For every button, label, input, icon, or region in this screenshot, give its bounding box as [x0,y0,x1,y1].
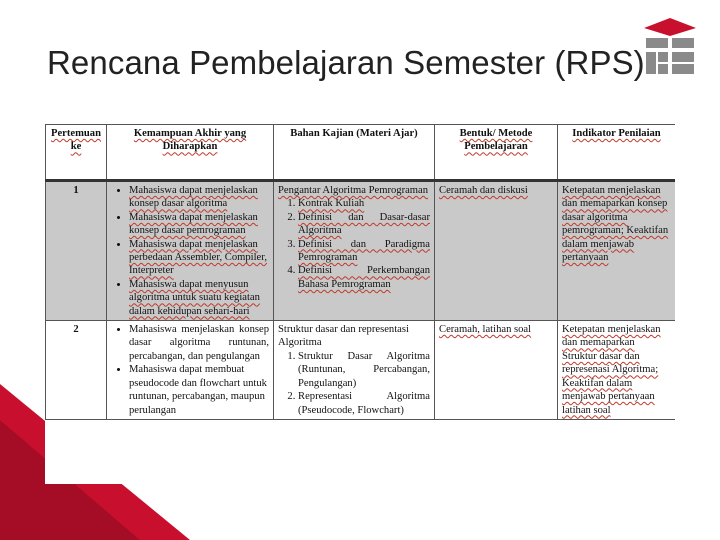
kemampuan-cell [107,181,274,321]
list-item: • Mahasiswa menjelaskan konsep dasar algoritma runtunan, percabangan, dan pengulangan [129,323,269,363]
bahan-intro: Struktur dasar dan representasi Algoritma [278,324,409,349]
list-item: 4. Definisi Perkembangan Bahasa Pemrograman [298,264,430,291]
list-item: 3. Definisi dan Paradigma Pemrograman [298,238,430,265]
rps-table [45,124,675,420]
kemampuan-cell [107,321,274,420]
header-metode: Bentuk/ Metode Pembelajaran [435,125,558,181]
list-item: • Mahasiswa dapat menjelaskan konsep dasar pemrograman [129,211,269,238]
page-title: Rencana Pembelajaran Semester (RPS) [47,44,645,81]
row-number: 1 [46,181,107,321]
list-item: • Mahasiswa dapat menjelaskan perbedaan Assembler, Compiler, Interpreter [129,238,269,278]
list-item: 1. Struktur Dasar Algoritma (Runtunan, Percabangan, Pengulangan) [298,350,430,390]
bahan-kajian-cell [274,181,435,321]
list-item: 1. Kontrak Kuliah [298,197,430,210]
university-logo-icon [640,14,700,80]
metode-cell: Ceramah, latihan soal [435,321,558,420]
bahan-kajian-cell [274,321,435,420]
list-item: • Mahasiswa dapat menyusun algoritma untuk suatu kegiatan dalam kehidupan sehari-hari [129,278,269,318]
table-row [46,181,676,321]
header-bahan-kajian: Bahan Kajian (Materi Ajar) [274,125,435,181]
table-row [46,321,676,420]
table-header-row [46,125,676,181]
bahan-intro: Pengantar Algoritma Pemrograman [278,185,429,196]
indikator-cell: Ketepatan menjelaskan dan memaparkan konsep dasar algoritma pemrograman; Keaktifan dalam menjawab pertanyaan [558,181,676,321]
header-pertemuan: Pertemuan ke [46,125,107,181]
rps-document [45,124,675,484]
header-kemampuan: Kemampuan Akhir yang Diharapkan [107,125,274,181]
header-indikator: Indikator Penilaian [558,125,676,181]
list-item: • Mahasiswa dapat menjelaskan konsep dasar algoritma [129,184,269,211]
row-number: 2 [46,321,107,420]
indikator-cell: Ketepatan menjelaskan dan memaparkan Struktur dasar dan represenasi Algoritma; Keaktifan dalam menjawab pertanyaan latihan soal [558,321,676,420]
list-item: 2. Definisi dan Dasar-dasar Algoritma [298,211,430,238]
list-item: 2. Representasi Algoritma (Pseudocode, Flowchart) [298,390,430,417]
list-item: • Mahasiswa dapat membuat pseudocode dan flowchart untuk runtunan, percabangan, maupun perulangan [129,363,269,417]
metode-cell: Ceramah dan diskusi [435,181,558,321]
